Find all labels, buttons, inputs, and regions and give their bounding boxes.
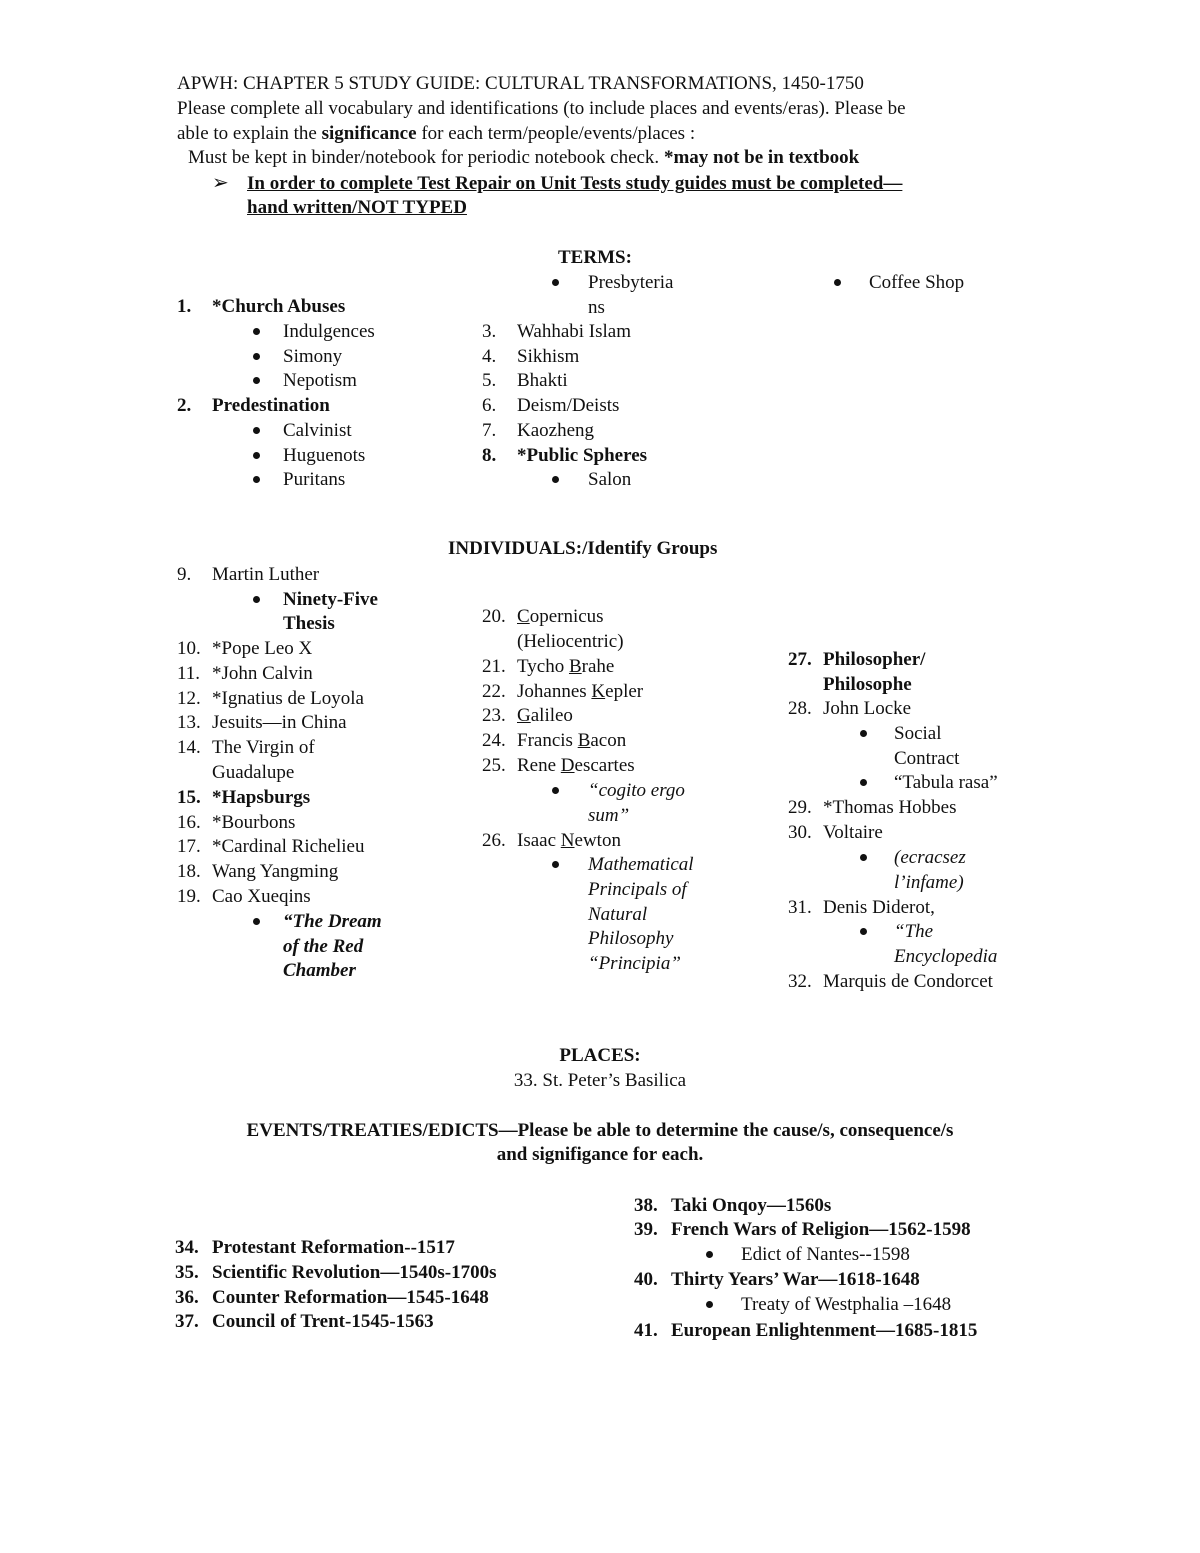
item-number: 4. bbox=[482, 346, 497, 367]
bullet-icon bbox=[834, 279, 841, 286]
person-johannes-kepler bbox=[517, 680, 643, 705]
philosopher-term: Philosopher/ bbox=[823, 649, 926, 670]
term-huguenots: Huguenots bbox=[283, 445, 366, 466]
initial-letter: C bbox=[517, 606, 530, 627]
person-tycho-brahe bbox=[517, 655, 614, 680]
person-ignatius-de-loyola: *Ignatius de Loyola bbox=[212, 688, 364, 709]
term-presbyterians-cont: ns bbox=[588, 297, 605, 318]
item-number: 29. bbox=[788, 797, 812, 818]
item-number: 11. bbox=[177, 663, 201, 684]
event-counter-reformation: Counter Reformation—1545-1648 bbox=[212, 1287, 489, 1308]
item-number: 14. bbox=[177, 737, 201, 758]
term-indulgences: Indulgences bbox=[283, 321, 375, 342]
events-heading: EVENTS/TREATIES/EDICTS—Please be able to determine the cause/s, consequence/s bbox=[246, 1120, 954, 1141]
person-cao-xueqins: Cao Xueqins bbox=[212, 886, 311, 907]
page-title: APWH: CHAPTER 5 STUDY GUIDE: CULTURAL TRANSFORMATIONS, 1450-1750 bbox=[177, 73, 864, 94]
bullet-icon bbox=[552, 279, 559, 286]
item-number: 25. bbox=[482, 755, 506, 776]
item-number: 19. bbox=[177, 886, 201, 907]
term-wahhabi-islam: Wahhabi Islam bbox=[517, 321, 632, 342]
item-number: 41. bbox=[634, 1320, 658, 1341]
item-number: 38. bbox=[634, 1195, 658, 1216]
term-coffee-shop: Coffee Shop bbox=[869, 272, 965, 293]
term-sikhism: Sikhism bbox=[517, 346, 580, 367]
name-first: Rene bbox=[517, 755, 561, 776]
term-predestination: Predestination bbox=[212, 395, 330, 416]
principia-title-cont: Natural bbox=[588, 904, 648, 925]
bullet-icon bbox=[552, 476, 559, 483]
item-number: 9. bbox=[177, 564, 192, 585]
term-simony: Simony bbox=[283, 346, 343, 367]
item-number: 28. bbox=[788, 698, 812, 719]
item-number: 7. bbox=[482, 420, 497, 441]
bullet-icon bbox=[253, 476, 260, 483]
item-number: 17. bbox=[177, 836, 201, 857]
item-number: 8. bbox=[482, 445, 497, 466]
name-rest: opernicus bbox=[529, 606, 604, 627]
bullet-icon bbox=[253, 377, 260, 384]
item-number: 27. bbox=[788, 649, 812, 670]
dream-red-chamber-cont: of the Red bbox=[283, 936, 364, 957]
person-john-calvin: *John Calvin bbox=[212, 663, 313, 684]
term-puritans: Puritans bbox=[283, 469, 346, 490]
principia-title-cont: Principals of bbox=[588, 879, 687, 900]
name-first: Isaac bbox=[517, 830, 561, 851]
bullet-icon bbox=[253, 353, 260, 360]
item-number: 3. bbox=[482, 321, 497, 342]
item-number: 24. bbox=[482, 730, 506, 751]
person-cardinal-richelieu: *Cardinal Richelieu bbox=[212, 836, 365, 857]
person-marquis-de-condorcet: Marquis de Condorcet bbox=[823, 971, 993, 992]
bullet-icon bbox=[706, 1301, 713, 1308]
term-public-spheres: *Public Spheres bbox=[517, 445, 648, 466]
name-first: Johannes bbox=[517, 681, 592, 702]
name-rest: alileo bbox=[530, 705, 573, 726]
item-number: 1. bbox=[177, 296, 192, 317]
term-salon: Salon bbox=[588, 469, 632, 490]
bullet-icon bbox=[253, 452, 260, 459]
person-copernicus bbox=[517, 605, 604, 630]
person-wang-yangming: Wang Yangming bbox=[212, 861, 339, 882]
virgin-of-guadalupe: The Virgin of bbox=[212, 737, 315, 758]
name-first: Tycho bbox=[517, 656, 569, 677]
name-rest: escartes bbox=[574, 755, 635, 776]
cogito-ergo-sum: “cogito ergo bbox=[588, 780, 685, 801]
person-galileo bbox=[517, 704, 573, 729]
edict-of-nantes: Edict of Nantes--1598 bbox=[741, 1244, 910, 1265]
item-number: 30. bbox=[788, 822, 812, 843]
initial-letter: N bbox=[560, 830, 575, 851]
place-st-peters-basilica: 33. St. Peter’s Basilica bbox=[513, 1070, 687, 1091]
event-french-wars-of-religion: French Wars of Religion—1562-1598 bbox=[671, 1219, 971, 1240]
bullet-icon bbox=[860, 730, 867, 737]
name-rest: ewton bbox=[574, 830, 621, 851]
event-council-of-trent: Council of Trent-1545-1563 bbox=[212, 1311, 434, 1332]
virgin-of-guadalupe-cont: Guadalupe bbox=[212, 762, 295, 783]
bullet-icon bbox=[706, 1251, 713, 1258]
individuals-heading: INDIVIDUALS:/Identify Groups bbox=[448, 538, 718, 559]
instructions-line: Please complete all vocabulary and identifications (to include places and events/eras). Please be bbox=[177, 98, 906, 119]
principia-title-cont: Philosophy bbox=[588, 928, 674, 949]
term-bhakti: Bhakti bbox=[517, 370, 568, 391]
bullet-icon bbox=[253, 328, 260, 335]
tabula-rasa: “Tabula rasa” bbox=[894, 772, 998, 793]
arrow-bullet-icon: ➢ bbox=[212, 172, 229, 194]
principia-title: Mathematical bbox=[588, 854, 694, 875]
event-european-enlightenment: European Enlightenment—1685-1815 bbox=[671, 1320, 978, 1341]
principia-title-cont: “Principia” bbox=[588, 953, 681, 974]
terms-heading: TERMS: bbox=[558, 247, 632, 268]
test-repair-notice: hand written/NOT TYPED bbox=[247, 197, 467, 218]
item-number: 31. bbox=[788, 897, 812, 918]
person-john-locke: John Locke bbox=[823, 698, 912, 719]
event-scientific-revolution: Scientific Revolution—1540s-1700s bbox=[212, 1262, 497, 1283]
places-heading: PLACES: bbox=[559, 1045, 641, 1066]
term-church-abuses: *Church Abuses bbox=[212, 296, 346, 317]
item-number: 5. bbox=[482, 370, 497, 391]
bullet-icon bbox=[253, 596, 260, 603]
term-nepotism: Nepotism bbox=[283, 370, 357, 391]
group-hapsburgs: *Hapsburgs bbox=[212, 787, 311, 808]
test-repair-notice: In order to complete Test Repair on Unit Tests study guides must be completed— bbox=[247, 173, 903, 194]
initial-letter: B bbox=[568, 656, 582, 677]
initial-letter: D bbox=[560, 755, 575, 776]
instructions-text: able to explain the bbox=[177, 123, 322, 144]
item-number: 12. bbox=[177, 688, 201, 709]
person-thomas-hobbes: *Thomas Hobbes bbox=[823, 797, 957, 818]
ninety-five-thesis-cont: Thesis bbox=[283, 613, 335, 634]
item-number: 13. bbox=[177, 712, 201, 733]
heliocentric-note: (Heliocentric) bbox=[517, 631, 624, 652]
term-presbyterians: Presbyteria bbox=[588, 272, 674, 293]
item-number: 10. bbox=[177, 638, 201, 659]
significance-emphasis: significance bbox=[321, 123, 417, 144]
initial-letter: K bbox=[591, 681, 606, 702]
person-francis-bacon bbox=[517, 729, 626, 754]
bullet-icon bbox=[860, 779, 867, 786]
item-number: 22. bbox=[482, 681, 506, 702]
item-number: 36. bbox=[175, 1287, 199, 1308]
initial-letter: B bbox=[577, 730, 591, 751]
initial-letter: G bbox=[517, 705, 531, 726]
encyclopedia-cont: Encyclopedia bbox=[894, 946, 998, 967]
cogito-ergo-sum-cont: sum” bbox=[588, 805, 630, 826]
item-number: 2. bbox=[177, 395, 192, 416]
binder-note-text: Must be kept in binder/notebook for periodic notebook check. bbox=[188, 147, 664, 168]
social-contract-cont: Contract bbox=[894, 748, 960, 769]
event-taki-onqoy: Taki Onqoy—1560s bbox=[671, 1195, 832, 1216]
item-number: 15. bbox=[177, 787, 201, 808]
events-heading-cont: and signifigance for each. bbox=[496, 1144, 704, 1165]
term-calvinist: Calvinist bbox=[283, 420, 352, 441]
name-rest: rahe bbox=[581, 656, 615, 677]
item-number: 21. bbox=[482, 656, 506, 677]
name-rest: epler bbox=[605, 681, 644, 702]
event-protestant-reformation: Protestant Reformation--1517 bbox=[212, 1237, 455, 1258]
item-number: 37. bbox=[175, 1311, 199, 1332]
item-number: 34. bbox=[175, 1237, 199, 1258]
item-number: 6. bbox=[482, 395, 497, 416]
textbook-note: *may not be in textbook bbox=[663, 147, 860, 168]
philosopher-term-cont: Philosophe bbox=[823, 674, 912, 695]
social-contract: Social bbox=[894, 723, 942, 744]
name-rest: acon bbox=[590, 730, 627, 751]
item-number: 39. bbox=[634, 1219, 658, 1240]
item-number: 35. bbox=[175, 1262, 199, 1283]
name-first: Francis bbox=[517, 730, 578, 751]
person-voltaire: Voltaire bbox=[823, 822, 883, 843]
ninety-five-thesis: Ninety-Five bbox=[283, 589, 378, 610]
bullet-icon bbox=[552, 861, 559, 868]
person-rene-descartes bbox=[517, 754, 635, 779]
person-martin-luther: Martin Luther bbox=[212, 564, 320, 585]
term-kaozheng: Kaozheng bbox=[517, 420, 595, 441]
group-jesuits: Jesuits—in China bbox=[212, 712, 347, 733]
item-number: 40. bbox=[634, 1269, 658, 1290]
person-pope-leo-x: *Pope Leo X bbox=[212, 638, 313, 659]
event-thirty-years-war: Thirty Years’ War—1618-1648 bbox=[671, 1269, 920, 1290]
item-number: 18. bbox=[177, 861, 201, 882]
treaty-of-westphalia: Treaty of Westphalia –1648 bbox=[741, 1294, 952, 1315]
item-number: 20. bbox=[482, 606, 506, 627]
binder-note bbox=[188, 146, 859, 171]
bullet-icon bbox=[253, 918, 260, 925]
item-number: 26. bbox=[482, 830, 506, 851]
bullet-icon bbox=[253, 427, 260, 434]
item-number: 16. bbox=[177, 812, 201, 833]
instructions-text: for each term/people/events/places : bbox=[416, 123, 696, 144]
bullet-icon bbox=[860, 854, 867, 861]
group-bourbons: *Bourbons bbox=[212, 812, 296, 833]
encyclopedia: “The bbox=[894, 921, 934, 942]
term-deism: Deism/Deists bbox=[517, 395, 620, 416]
instructions-line bbox=[177, 122, 695, 147]
ecrasez-linfame-cont: l’infame) bbox=[894, 872, 964, 893]
person-isaac-newton bbox=[517, 829, 621, 854]
dream-red-chamber-cont: Chamber bbox=[283, 960, 356, 981]
item-number: 32. bbox=[788, 971, 812, 992]
item-number: 23. bbox=[482, 705, 506, 726]
person-denis-diderot: Denis Diderot, bbox=[823, 897, 935, 918]
bullet-icon bbox=[860, 928, 867, 935]
dream-red-chamber: “The Dream bbox=[283, 911, 382, 932]
ecrasez-linfame: (ecracsez bbox=[894, 847, 966, 868]
bullet-icon bbox=[552, 787, 559, 794]
